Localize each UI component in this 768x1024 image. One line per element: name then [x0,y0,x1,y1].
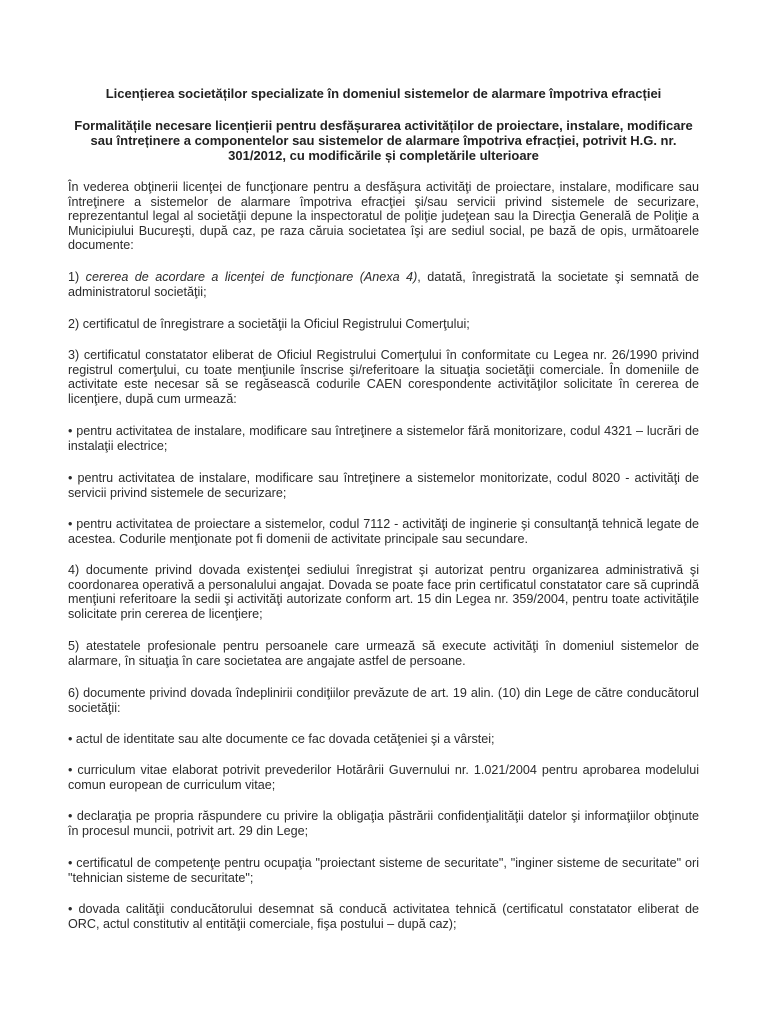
document-title: Licențierea societăților specializate în domeniul sistemelor de alarmare împotriva efracției [105,86,662,101]
document-subtitle: Formalitățile necesare licențierii pentru desfășurarea activităților de proiectare, instalare, modificare sau întreținere a componentelor sau sistemelor de alarmare împotriva efracției, potrivit H.G. nr. 301/2012, cu modificările și completările ulterioare [74,118,693,163]
list-item-1-number: 1) [68,270,86,284]
bullet-item-7: • certificatul de competenţe pentru ocupaţia "proiectant sisteme de securitate", "inginer sisteme de securitate" ori "tehnician sisteme de securitate"; [68,856,699,885]
bullet-item-2: • pentru activitatea de instalare, modificare sau întreţinere a sistemelor monitorizate, codul 8020 - activităţi de servicii privind sistemele de securizare; [68,471,699,500]
list-item-2: 2) certificatul de înregistrare a societăţii la Oficiul Registrului Comerţului; [68,317,470,331]
bullet-item-3: • pentru activitatea de proiectare a sistemelor, codul 7112 - activităţi de inginerie şi consultanţă tehnică legate de acestea. Codurile menţionate pot fi domenii de activitate principale sau secundare. [68,517,699,546]
list-item-1 [68,270,699,299]
list-item-3: 3) certificatul constatator eliberat de Oficiul Registrului Comerţului în conformitate cu Legea nr. 26/1990 privind registrul comerţului, cu toate menţiunile înscrise şi/referitoare la situaţia societăţii comerciale. În domeniile de activitate este necesar să se regăsească codurile CAEN corespondente activităţilor solicitate în cererea de licenţiere, după cum urmează: [68,348,699,406]
bullet-item-1: • pentru activitatea de instalare, modificare sau întreţinere a sistemelor fără monitorizare, codul 4321 – lucrări de instalaţii electrice; [68,424,699,453]
list-item-4: 4) documente privind dovada existenţei sediului înregistrat şi autorizat pentru organizarea administrativă şi coordonarea operativă a personalului angajat. Dovada se poate face prin certificatul constatator care să cuprindă menţiuni referitoare la sedii şi activităţi autorizate conform art. 15 din Legea nr. 359/2004, pentru toate activităţile solicitate prin cererea de licenţiere; [68,563,699,621]
bullet-item-8: • dovada calităţii conducătorului desemnat să conducă activitatea tehnică (certificatul constatator eliberat de ORC, actul constitutiv al entităţii comerciale, fişa postului – după caz); [68,902,699,931]
list-item-1-italic: cererea de acordare a licenţei de funcţionare (Anexa 4) [85,270,418,284]
bullet-item-4: • actul de identitate sau alte documente ce fac dovada cetăţeniei şi a vârstei; [68,732,495,746]
intro-paragraph: În vederea obţinerii licenţei de funcţionare pentru a desfăşura activităţi de proiectare, instalare, modificare sau întreţinere a sistemelor de alarmare împotriva efracţiei şi/sau servicii privind sistemele de securizare, reprezentantul legal al societăţii depune la inspectoratul de poliţie judeţean sau la Direcţia Generală de Poliţie a Municipiului Bucureşti, după caz, pe raza căruia societatea îşi are sediul social, pe bază de opis, următoarele documente: [68,180,699,253]
list-item-5: 5) atestatele profesionale pentru persoanele care urmează să execute activităţi în domeniul sistemelor de alarmare, în situaţia în care societatea are angajate astfel de persoane. [68,639,699,668]
list-item-1-rest: , datată, înregistrată la societate şi semnată de administratorul societăţii; [68,270,700,299]
bullet-item-6: • declaraţia pe propria răspundere cu privire la obligaţia păstrării confidenţialităţii datelor şi informaţiilor obţinute în procesul muncii, potrivit art. 29 din Lege; [68,809,699,838]
bullet-item-5: • curriculum vitae elaborat potrivit prevederilor Hotărârii Guvernului nr. 1.021/2004 pentru aprobarea modelului comun european de curriculum vitae; [68,763,699,792]
list-item-6: 6) documente privind dovada îndeplinirii condiţiilor prevăzute de art. 19 alin. (10) din Lege de către conducătorul societăţii: [68,686,699,715]
